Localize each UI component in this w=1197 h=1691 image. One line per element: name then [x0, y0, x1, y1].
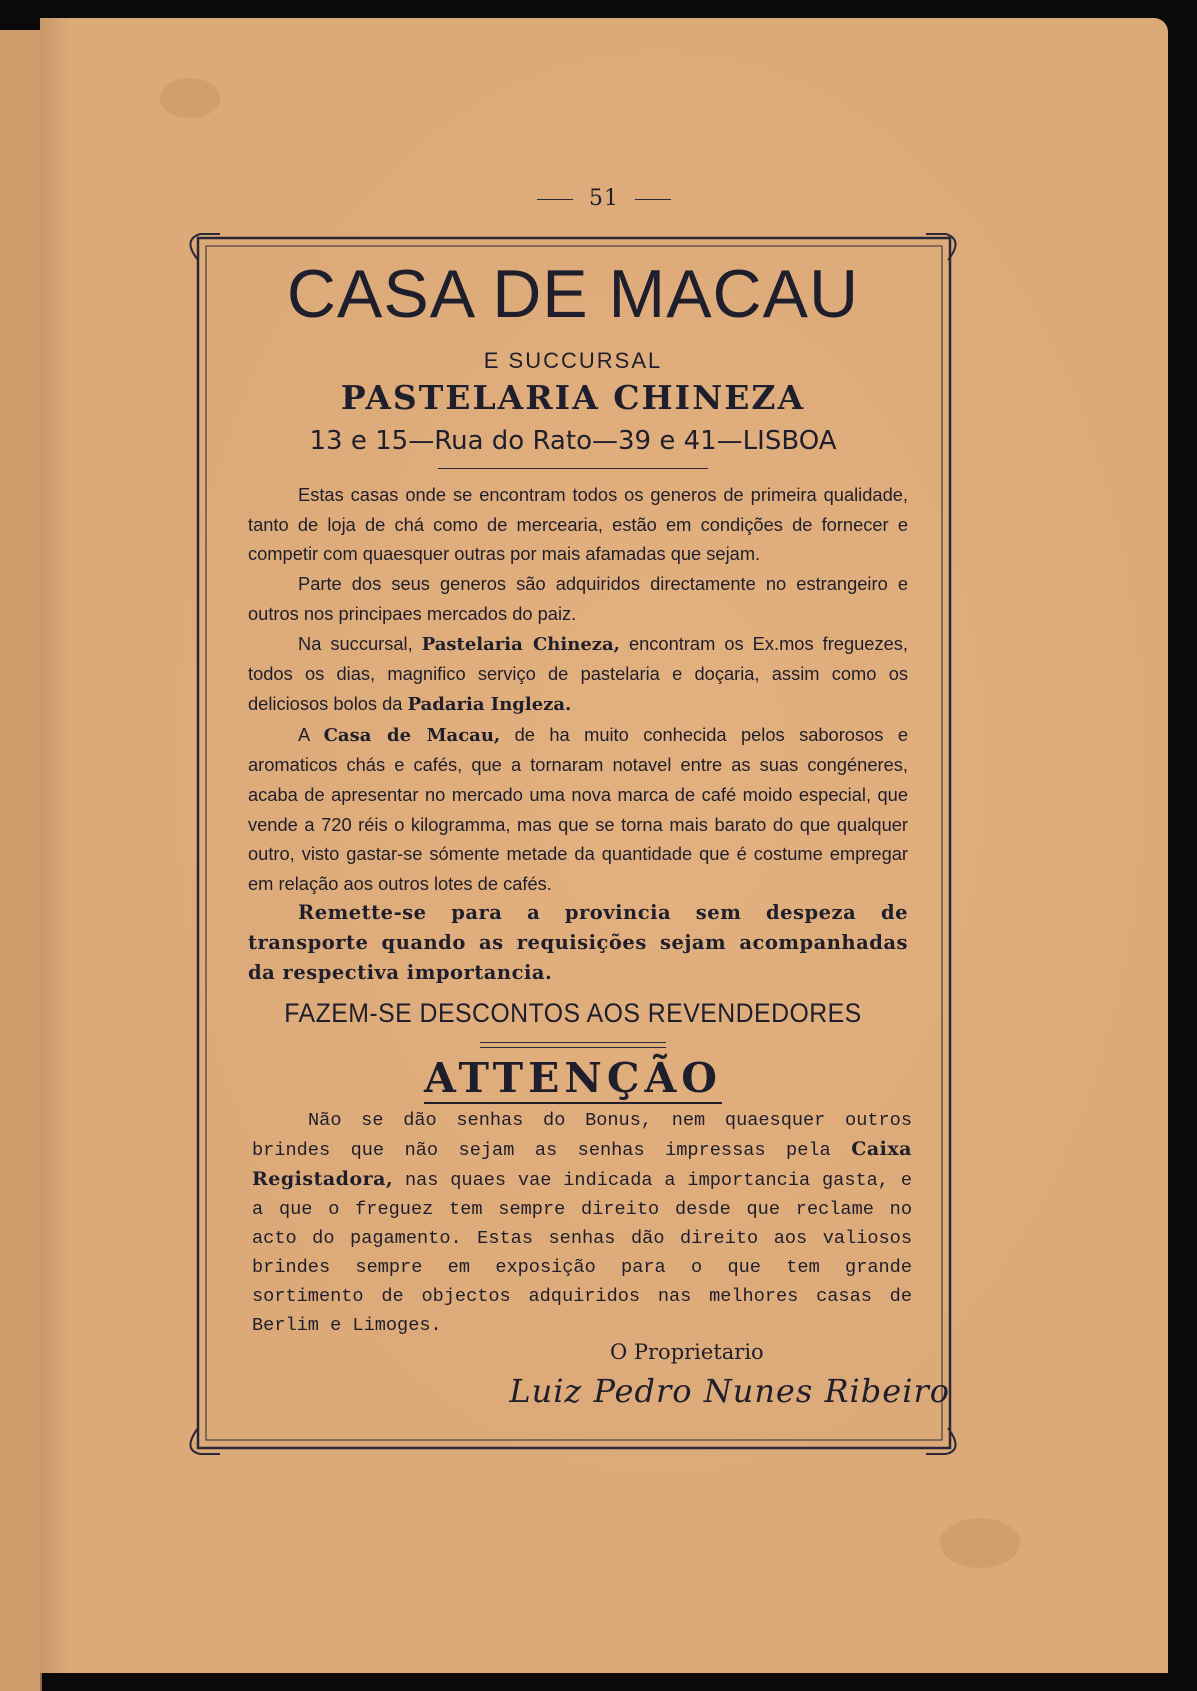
- divider: [438, 468, 708, 469]
- paper-stain: [160, 78, 220, 118]
- paragraph: A Casa de Macau, de ha muito conhecida pelos saborosos e aromaticos chás e cafés, que a tornaram notavel entre as suas congéneres, acaba de apresentar no mercado uma nova marca de café moido especial, que vende a 720 réis o kilogramma, mas que se torna mais barato do que qualquer outro, visto gastar-se sómente metade da quantidade que é costume empregar em relação aos outros lotes de cafés.: [248, 723, 908, 895]
- page-number: 51: [40, 186, 1168, 211]
- advertisement-frame: [180, 230, 966, 1458]
- divider: [480, 1047, 666, 1048]
- paragraph: Parte dos seus generos são adquiridos directamente no estrangeiro e outros nos principaes mercados do paiz.: [248, 573, 908, 624]
- shop-subtitle: E SUCCURSAL: [483, 348, 663, 373]
- description: [248, 480, 908, 899]
- proprietor-label: O Proprietario: [610, 1340, 764, 1364]
- paragraph: Estas casas onde se encontram todos os generos de primeira qualidade, tanto de loja de chá como de mercearia, estão em condições de fornecer e competir com quaesquer outras por mais afamadas que sejam.: [248, 484, 908, 565]
- left-page-edge: [0, 30, 42, 1691]
- shop-address: 13 e 15—Rua do Rato—39 e 41—LISBOA: [309, 426, 837, 456]
- attention-heading: ATTENÇÃO: [423, 1054, 722, 1102]
- proprietor-signature: Luiz Pedro Nunes Ribeiro: [509, 1372, 950, 1410]
- shipping-notice: Remette-se para a provincia sem despeza de transporte quando as requisições sejam acompanhadas da respectiva importancia.: [248, 901, 908, 984]
- divider: [480, 1042, 666, 1043]
- book-page: [40, 18, 1168, 1673]
- bonus-notice: Não se dão senhas do Bonus, nem quaesquer outros brindes que não sejam as senhas impressas pela Caixa Registadora, nas quaes vae indicada a importancia gasta, e a que o freguez tem sempre direito desde que reclame no acto do pagamento. Estas senhas dão direito aos valiosos brindes sempre em exposição para o que tem grande sortimento de objectos adquiridos nas melhores casas de Berlim e Limoges.: [252, 1110, 912, 1336]
- paper-stain: [940, 1518, 1020, 1568]
- paragraph: Na succursal, Pastelaria Chineza, encontram os Ex.mos freguezes, todos os dias, magnifico serviço de pastelaria e doçaria, assim como os deliciosos bolos da Padaria Ingleza.: [248, 632, 908, 715]
- branch-name: PASTELARIA CHINEZA: [340, 378, 806, 417]
- discount-notice: FAZEM-SE DESCONTOS AOS REVENDEDORES: [284, 998, 862, 1028]
- shop-title: CASA DE MACAU: [286, 256, 860, 332]
